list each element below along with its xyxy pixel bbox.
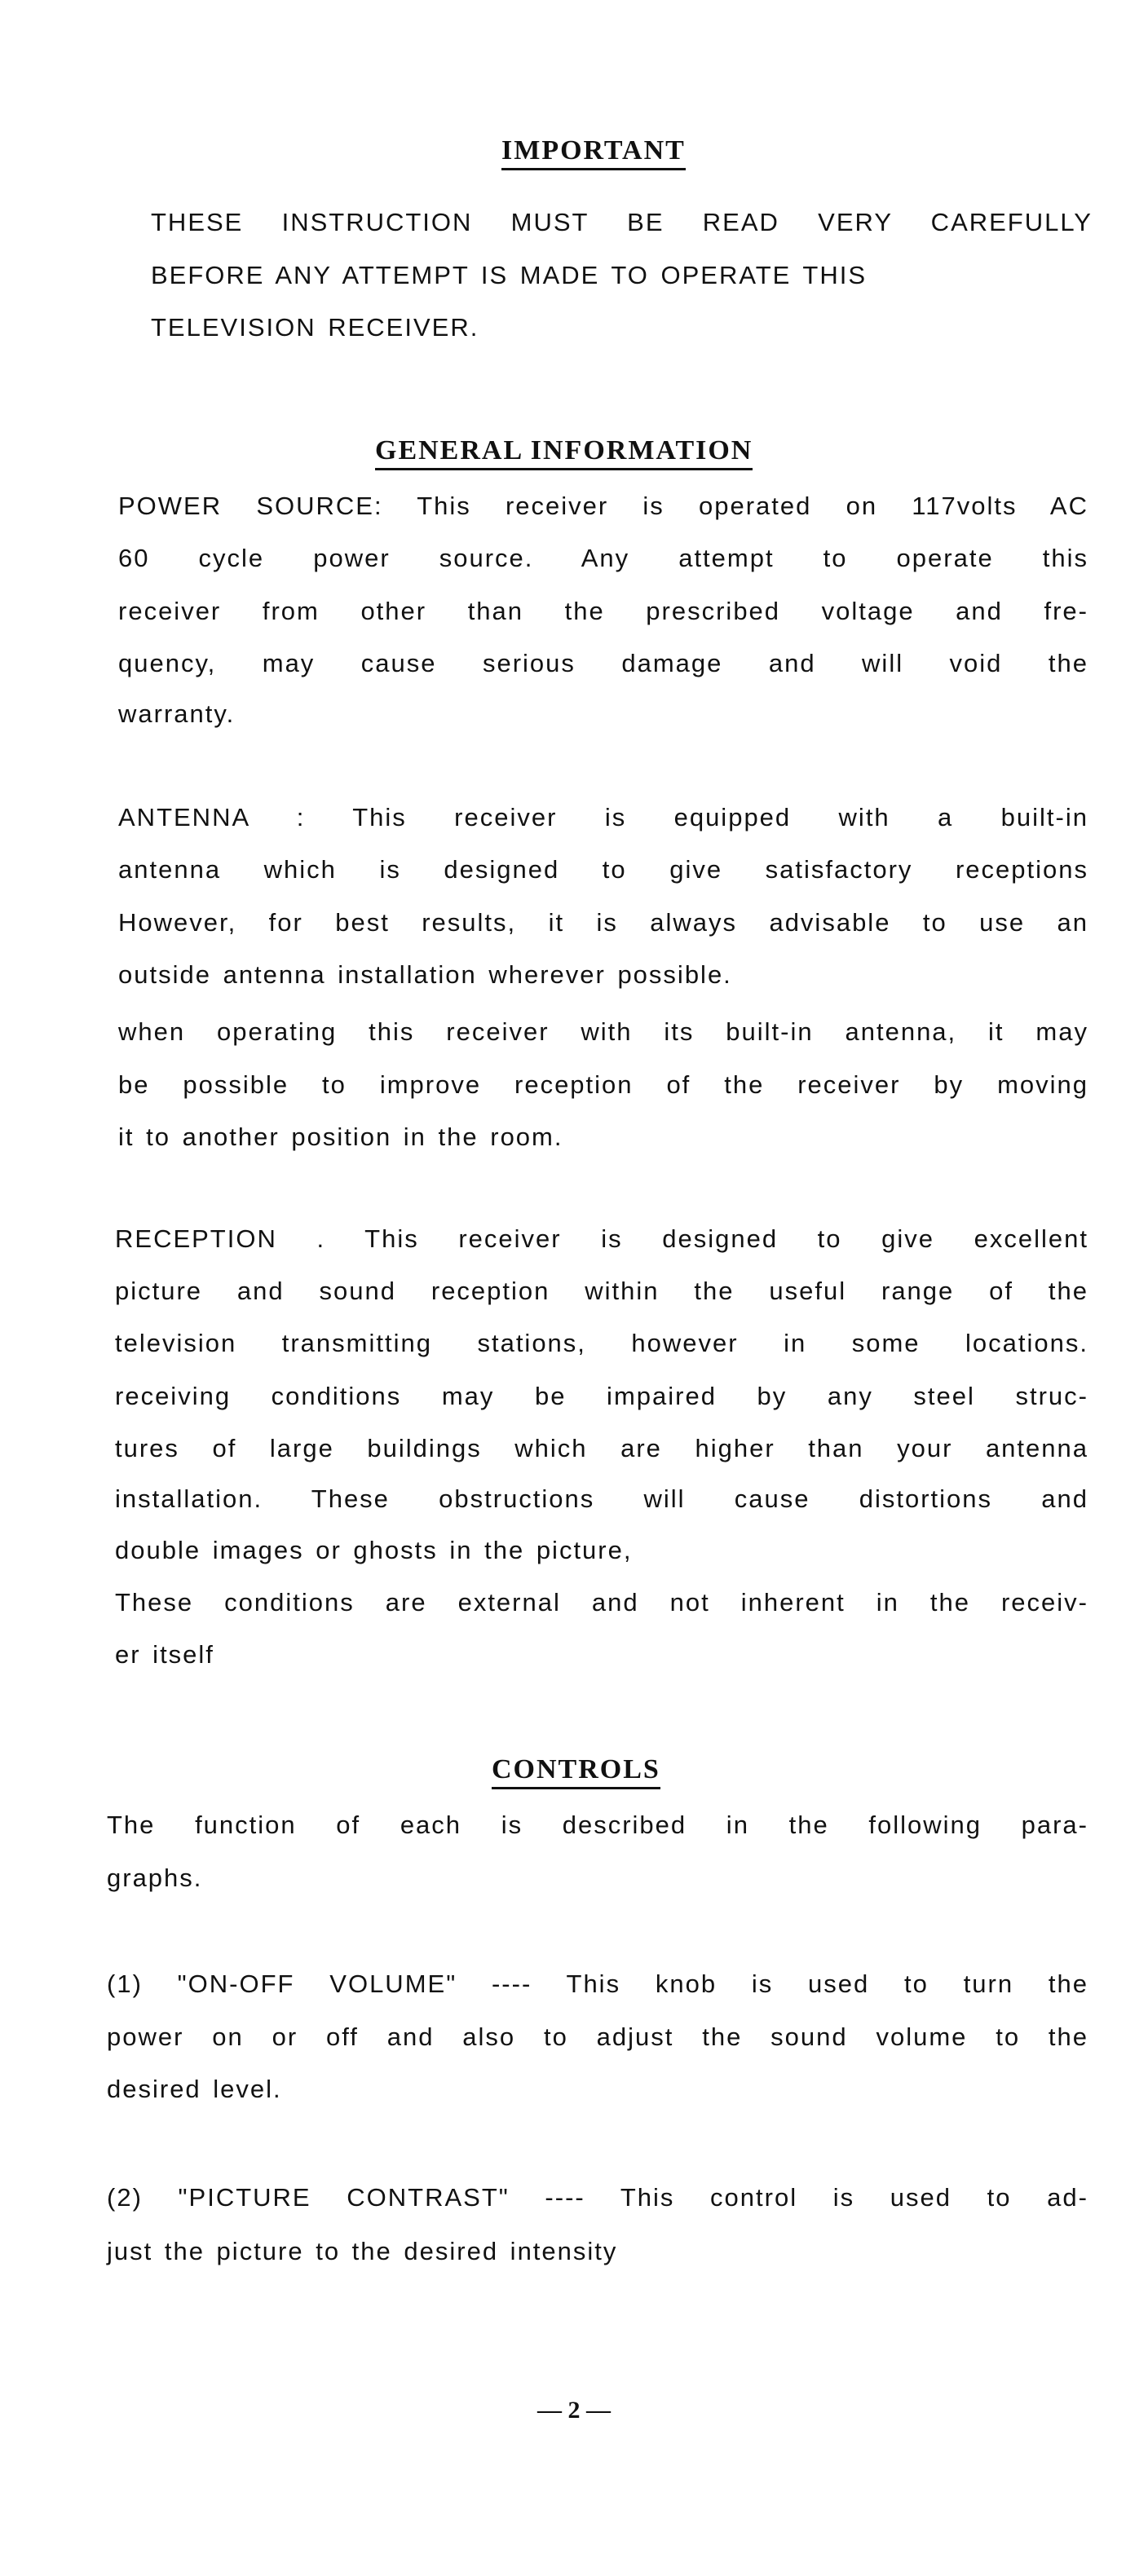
important-text-line: THESE INSTRUCTION MUST BE READ VERY CAREFULLY xyxy=(151,208,1093,236)
antenna-line: be possible to improve reception of the receiver by moving xyxy=(118,1070,1088,1099)
control-picture-contrast-line: just the picture to the desired intensity xyxy=(107,2237,618,2265)
antenna-line: ANTENNA : This receiver is equipped with a built-in xyxy=(118,803,1088,831)
reception-line: er itself xyxy=(115,1640,214,1669)
power-source-line: POWER SOURCE: This receiver is operated on 117volts AC xyxy=(118,492,1088,520)
reception-line: receiving conditions may be impaired by any steel struc- xyxy=(115,1382,1088,1410)
power-source-line: receiver from other than the prescribed voltage and fre- xyxy=(118,597,1088,625)
heading-important: IMPORTANT xyxy=(501,135,686,170)
control-on-off-volume-line: desired level. xyxy=(107,2075,282,2103)
control-on-off-volume-line: (1) "ON-OFF VOLUME" ---- This knob is used to turn the xyxy=(107,1969,1088,1998)
antenna-line: when operating this receiver with its built-in antenna, it may xyxy=(118,1017,1088,1046)
antenna-line: it to another position in the room. xyxy=(118,1123,563,1151)
reception-line: television transmitting stations, however in some locations. xyxy=(115,1329,1088,1357)
heading-general-information: GENERAL INFORMATION xyxy=(375,435,753,470)
antenna-line: antenna which is designed to give satisfactory receptions xyxy=(118,855,1088,884)
power-source-line: 60 cycle power source. Any attempt to operate this xyxy=(118,544,1088,572)
power-source-line: warranty. xyxy=(118,699,236,728)
important-text-line: BEFORE ANY ATTEMPT IS MADE TO OPERATE THIS xyxy=(151,261,867,289)
controls-intro-line: graphs. xyxy=(107,1864,203,1892)
reception-line: RECEPTION . This receiver is designed to give excellent xyxy=(115,1224,1088,1253)
reception-line: picture and sound reception within the useful range of the xyxy=(115,1277,1088,1305)
reception-line: double images or ghosts in the picture, xyxy=(115,1536,633,1564)
important-text-line: TELEVISION RECEIVER. xyxy=(151,313,479,342)
heading-controls: CONTROLS xyxy=(492,1754,660,1789)
power-source-line: quency, may cause serious damage and will void the xyxy=(118,649,1088,677)
reception-line: These conditions are external and not inherent in the receiv- xyxy=(115,1588,1088,1617)
control-picture-contrast-line: (2) "PICTURE CONTRAST" ---- This control is used to ad- xyxy=(107,2183,1088,2212)
controls-intro-line: The function of each is described in the following para- xyxy=(107,1811,1088,1839)
antenna-line: However, for best results, it is always advisable to use an xyxy=(118,908,1088,937)
reception-line: installation. These obstructions will cause distortions and xyxy=(115,1484,1088,1513)
antenna-line: outside antenna installation wherever possible. xyxy=(118,960,732,989)
page-number: — 2 — xyxy=(537,2397,611,2424)
reception-line: tures of large buildings which are higher than your antenna xyxy=(115,1434,1088,1462)
control-on-off-volume-line: power on or off and also to adjust the sound volume to the xyxy=(107,2022,1088,2051)
